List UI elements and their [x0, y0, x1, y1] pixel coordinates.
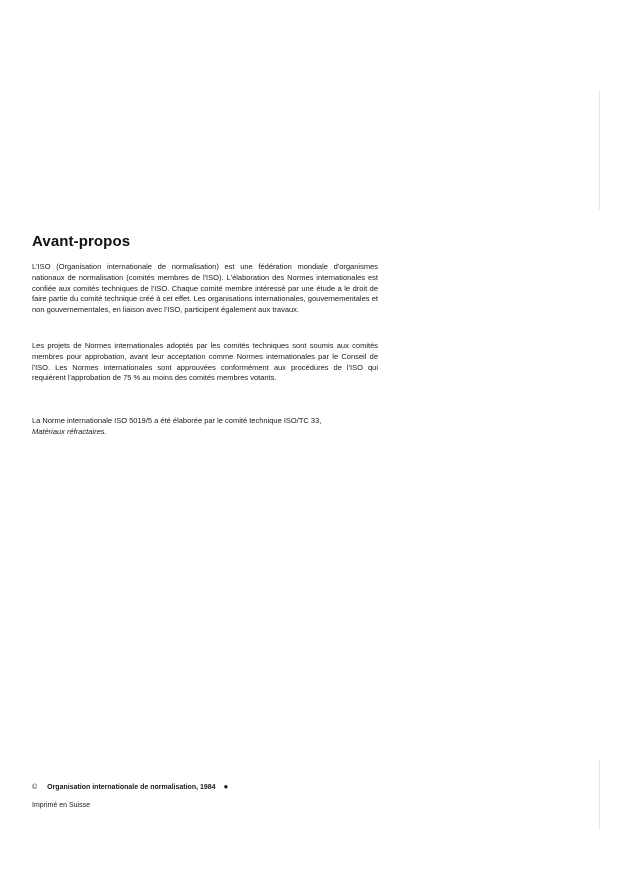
foreword-paragraph-2: Les projets de Normes internationales adoptés par les comités techniques sont soumis aux comités membres pour approbation, avant leur acceptation comme Normes internationales par le Conseil de l'ISO. Les Normes internationales sont approuvées conformément aux procédures de l'ISO qui requièrent l'approbation de 75 % au moins des comités membres votants.	[32, 341, 378, 383]
scan-edge-mark-top	[599, 90, 600, 210]
printed-in-text: Imprimé en Suisse	[32, 802, 90, 809]
committee-title-text: Matériaux réfractaires.	[32, 426, 107, 436]
bullet-icon: ●	[223, 782, 229, 791]
copyright-organisation: Organisation internationale de normalisation, 1984	[47, 784, 216, 791]
scan-edge-mark-bottom	[599, 760, 600, 830]
copyright-icon: ©	[32, 784, 38, 791]
foreword-paragraph-3	[32, 416, 378, 438]
copyright-line	[32, 782, 228, 791]
foreword-paragraph-1: L'ISO (Organisation internationale de normalisation) est une fédération mondiale d'organismes nationaux de normalisation (comités membres de l'ISO). L'élaboration des Normes internationales est confiée aux comités techniques de l'ISO. Chaque comité membre intéressé par une étude a le droit de faire partie du comité technique créé à cet effet. Les organisations internationales, gouvernementales et non gouvernementales, en liaison avec l'ISO, participent également aux travaux.	[32, 262, 378, 315]
page-title: Avant-propos	[32, 233, 131, 250]
standard-prepared-by-text: La Norme internationale ISO 5019/5 a été élaborée par le comité technique ISO/TC 33,	[32, 416, 322, 425]
